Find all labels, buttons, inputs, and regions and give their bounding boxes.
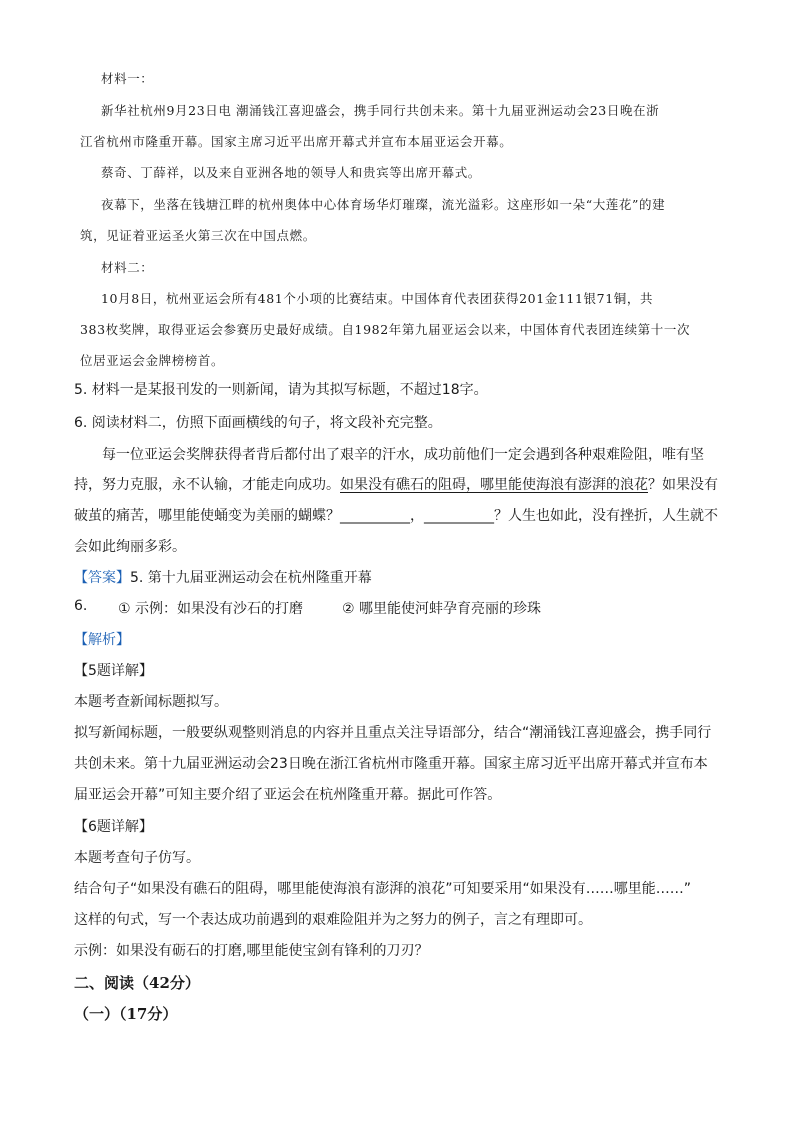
answer-6-part-2: ② 哪里能使河蚌孕育亮丽的珍珠	[342, 601, 542, 617]
material2-line-1: 10月8日，杭州亚运会所有481个小项的比赛结束。中国体育代表团获得201金111银71铜，共	[101, 291, 654, 306]
analysis-6-line-2: 结合句子“如果没有礁石的阻碍，哪里能使海浪有澎湃的浪花”可知要采用“如果没有……哪里能……”	[74, 881, 692, 897]
q6-blank-2: __________	[424, 508, 494, 524]
q6-passage-line-3	[74, 505, 718, 525]
analysis-5-line-3: 共创未来。第十九届亚洲运动会23日晚在浙江省杭州市隆重开幕。国家主席习近平出席开幕式并宣布本	[74, 756, 708, 772]
analysis-5-line-4: 届亚运会开幕”可知主要介绍了亚运会在杭州隆重开幕。据此可作答。	[74, 787, 502, 803]
question-5: 5. 材料一是某报刊发的一则新闻，请为其拟写标题，不超过18字。	[74, 382, 488, 398]
q6-passage-line-1: 每一位亚运会奖牌获得者背后都付出了艰辛的汗水，成功前他们一定会遇到各种艰难险阻，唯有坚	[102, 447, 704, 463]
answer-6-number: 6.	[74, 598, 88, 614]
q6-passage-line-3-start: 破茧的痛苦，哪里能使蛹变为美丽的蝴蝶？	[74, 508, 340, 524]
analysis-6-line-4: 示例：如果没有砺石的打磨,哪里能使宝剑有锋利的刀刃？	[74, 943, 429, 959]
analysis-6-heading: 【6题详解】	[74, 819, 153, 835]
q6-underlined-sentence: 如果没有礁石的阻碍，哪里能使海浪有澎湃的浪花	[340, 477, 648, 493]
material1-paragraph-2: 蔡奇、丁薛祥，以及来自亚洲各地的领导人和贵宾等出席开幕式。	[101, 165, 481, 180]
answer-tag: 【答案】	[74, 570, 130, 586]
material2-line-2: 383枚奖牌，取得亚运会参赛历史最好成绩。自1982年第九届亚运会以来，中国体育代表团连续第十一次	[80, 322, 691, 337]
material1-paragraph-1-line-1: 新华社杭州9月23日电 潮涌钱江喜迎盛会，携手同行共创未来。第十九届亚洲运动会23日晚在浙	[101, 103, 660, 118]
q6-passage-line-4: 会如此绚丽多彩。	[74, 539, 186, 555]
answer-line-5	[74, 567, 372, 587]
material2-line-3: 位居亚运会金牌榜榜首。	[80, 353, 225, 368]
analysis-5-line-2: 拟写新闻标题，一般要纵观整则消息的内容并且重点关注导语部分，结合“潮涌钱江喜迎盛会，携手同行	[74, 725, 712, 741]
material1-paragraph-3-line-1: 夜幕下，坐落在钱塘江畔的杭州奥体中心体育场华灯璀璨，流光溢彩。这座形如一朵“大莲花”的建	[101, 197, 666, 212]
material1-paragraph-3-line-2: 筑，见证着亚运圣火第三次在中国点燃。	[80, 228, 316, 243]
section-title: 二、阅读（42分）	[74, 974, 200, 992]
section-subtitle: （一）（17分）	[74, 1005, 178, 1023]
q6-passage-line-2	[74, 474, 718, 494]
q6-passage-line-2-end: ？如果没有	[648, 477, 718, 493]
material2-heading: 材料二：	[101, 260, 154, 275]
q6-comma: ，	[410, 508, 424, 524]
question-6: 6. 阅读材料二，仿照下面画横线的句子，将文段补充完整。	[74, 415, 442, 431]
analysis-6-line-1: 本题考查句子仿写。	[74, 850, 200, 866]
analysis-5-line-1: 本题考查新闻标题拟写。	[74, 694, 228, 710]
analysis-6-line-3: 这样的句式，写一个表达成功前遇到的艰难险阻并为之努力的例子，言之有理即可。	[74, 912, 592, 928]
q6-passage-line-2-start: 持，努力克服，永不认输，才能走向成功。	[74, 477, 340, 493]
analysis-5-heading: 【5题详解】	[74, 663, 153, 679]
q6-passage-line-3-end: ？人生也如此，没有挫折，人生就不	[494, 508, 718, 524]
material1-heading: 材料一：	[101, 71, 154, 86]
answer-5: 5. 第十九届亚洲运动会在杭州隆重开幕	[130, 570, 372, 586]
q6-blank-1: __________	[340, 508, 410, 524]
answer-6-part-1: ① 示例：如果没有沙石的打磨	[118, 601, 304, 617]
material1-paragraph-1-line-2: 江省杭州市隆重开幕。国家主席习近平出席开幕式并宣布本届亚运会开幕。	[80, 134, 513, 149]
analysis-tag: 【解析】	[74, 632, 130, 648]
